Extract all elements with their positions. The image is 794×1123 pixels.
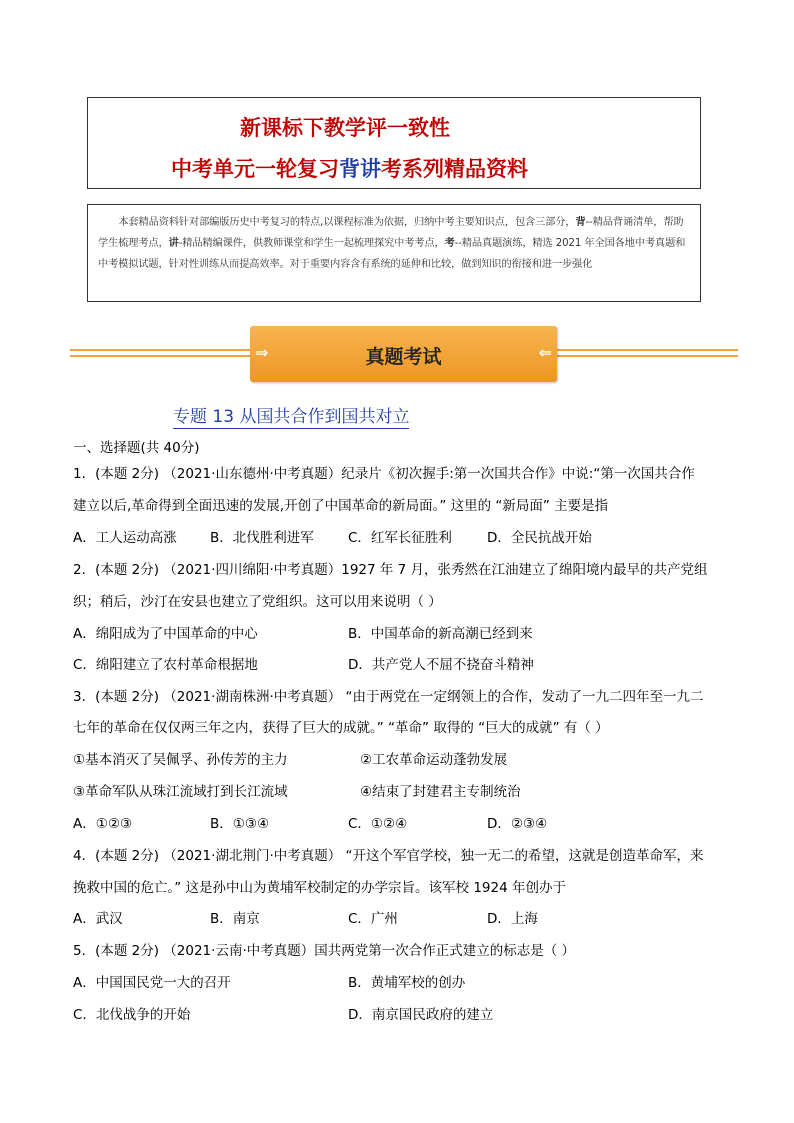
- intro-paragraph: 本套精品资料针对部编版历史中考复习的特点,以课程标准为依据，归纳中考主要知识点，包含三部分，背--精品背诵清单，帮助学生梳理考点，讲-精品精编课件，供教师课堂和学生一起梳理探究中考考点，考--精品真题演练，精选 2021 年全国各地中考真题和中考模拟试题，针对性训练从而提高效率。对于重要内容含有系统的延伸和比较，做到知识的衔接和进一步强化: [87, 204, 701, 302]
- question-4-option-d: D．上海: [487, 911, 538, 927]
- title-line-2: 中考单元一轮复习背讲考系列精品资料: [171, 156, 528, 181]
- question-2-option-a: A．绵阳成为了中国革命的中心: [73, 626, 258, 642]
- title-line-1: 新课标下教学评一致性: [240, 115, 450, 140]
- question-3-statement-1: ①基本消灭了吴佩孚、孙传芳的主力: [73, 752, 288, 768]
- question-4-option-b: B．南京: [210, 911, 260, 927]
- banner-label: 真题考试: [365, 346, 442, 368]
- question-1-line-1: 1．(本题 2分) （2021·山东德州·中考真题）纪录片《初次握手:第一次国共合作》中说:“第一次国共合作: [73, 466, 695, 482]
- question-1-option-c: C．红军长征胜利: [348, 530, 452, 546]
- question-5-option-c: C．北伐战争的开始: [73, 1007, 191, 1023]
- question-4-option-a: A．武汉: [73, 911, 123, 927]
- question-4-line-1: 4．(本题 2分) （2021·湖北荆门·中考真题） “开这个军官学校，独一无二的希望，这就是创造革命军，来: [73, 848, 704, 864]
- question-4-option-c: C．广州: [348, 911, 398, 927]
- question-5-option-a: A．中国国民党一大的召开: [73, 975, 231, 991]
- question-3-option-b: B．①③④: [210, 816, 270, 832]
- question-5-option-d: D．南京国民政府的建立: [348, 1007, 494, 1023]
- question-3-line-1: 3．(本题 2分) （2021·湖南株洲·中考真题） “由于两党在一定纲领上的合作，发动了一九二四年至一九二: [73, 689, 704, 705]
- question-3-statement-4: ④结束了封建君主专制统治: [360, 784, 521, 800]
- question-2-line-1: 2．(本题 2分) （2021·四川绵阳·中考真题）1927 年 7 月，张秀然在江油建立了绵阳境内最早的共产党组: [73, 562, 708, 578]
- question-3-option-a: A．①②③: [73, 816, 133, 832]
- topic-title: 专题 13 从国共合作到国共对立: [173, 402, 409, 429]
- question-5-option-b: B．黄埔军校的创办: [348, 975, 466, 991]
- question-3-statement-3: ③革命军队从珠江流域打到长江流域: [73, 784, 288, 800]
- question-2-line-2: 织；稍后，沙汀在安县也建立了党组织。这可以用来说明（ ）: [73, 594, 442, 610]
- question-3-statement-2: ②工农革命运动蓬勃发展: [360, 752, 508, 768]
- question-1-option-b: B．北伐胜利进军: [210, 530, 314, 546]
- double-chevron-right-icon: ⇒: [255, 343, 269, 362]
- section-heading: 一、选择题(共 40分): [73, 440, 200, 456]
- question-4-line-2: 挽救中国的危亡。” 这是孙中山为黄埔军校制定的办学宗旨。该军校 1924 年创办于: [73, 880, 566, 896]
- section-banner: [250, 326, 557, 382]
- question-2-option-b: B．中国革命的新高潮已经到来: [348, 626, 533, 642]
- question-2-option-d: D．共产党人不屈不挠奋斗精神: [348, 657, 534, 673]
- question-1-line-2: 建立以后,革命得到全面迅速的发展,开创了中国革命的新局面。” 这里的 “新局面” 主要是指: [73, 498, 609, 514]
- question-1-option-a: A．工人运动高涨: [73, 530, 177, 546]
- question-5-line-1: 5．(本题 2分) （2021·云南·中考真题）国共两党第一次合作正式建立的标志是（ ）: [73, 943, 576, 959]
- double-chevron-left-icon: ⇐: [538, 343, 552, 362]
- question-2-option-c: C．绵阳建立了农村革命根据地: [73, 657, 258, 673]
- question-3-option-c: C．①②④: [348, 816, 408, 832]
- question-3-option-d: D．②③④: [487, 816, 548, 832]
- question-1-option-d: D．全民抗战开始: [487, 530, 592, 546]
- question-3-line-2: 七年的革命在仅仅两三年之内，获得了巨大的成就。” “革命” 取得的 “巨大的成就” 有（ ）: [73, 720, 609, 736]
